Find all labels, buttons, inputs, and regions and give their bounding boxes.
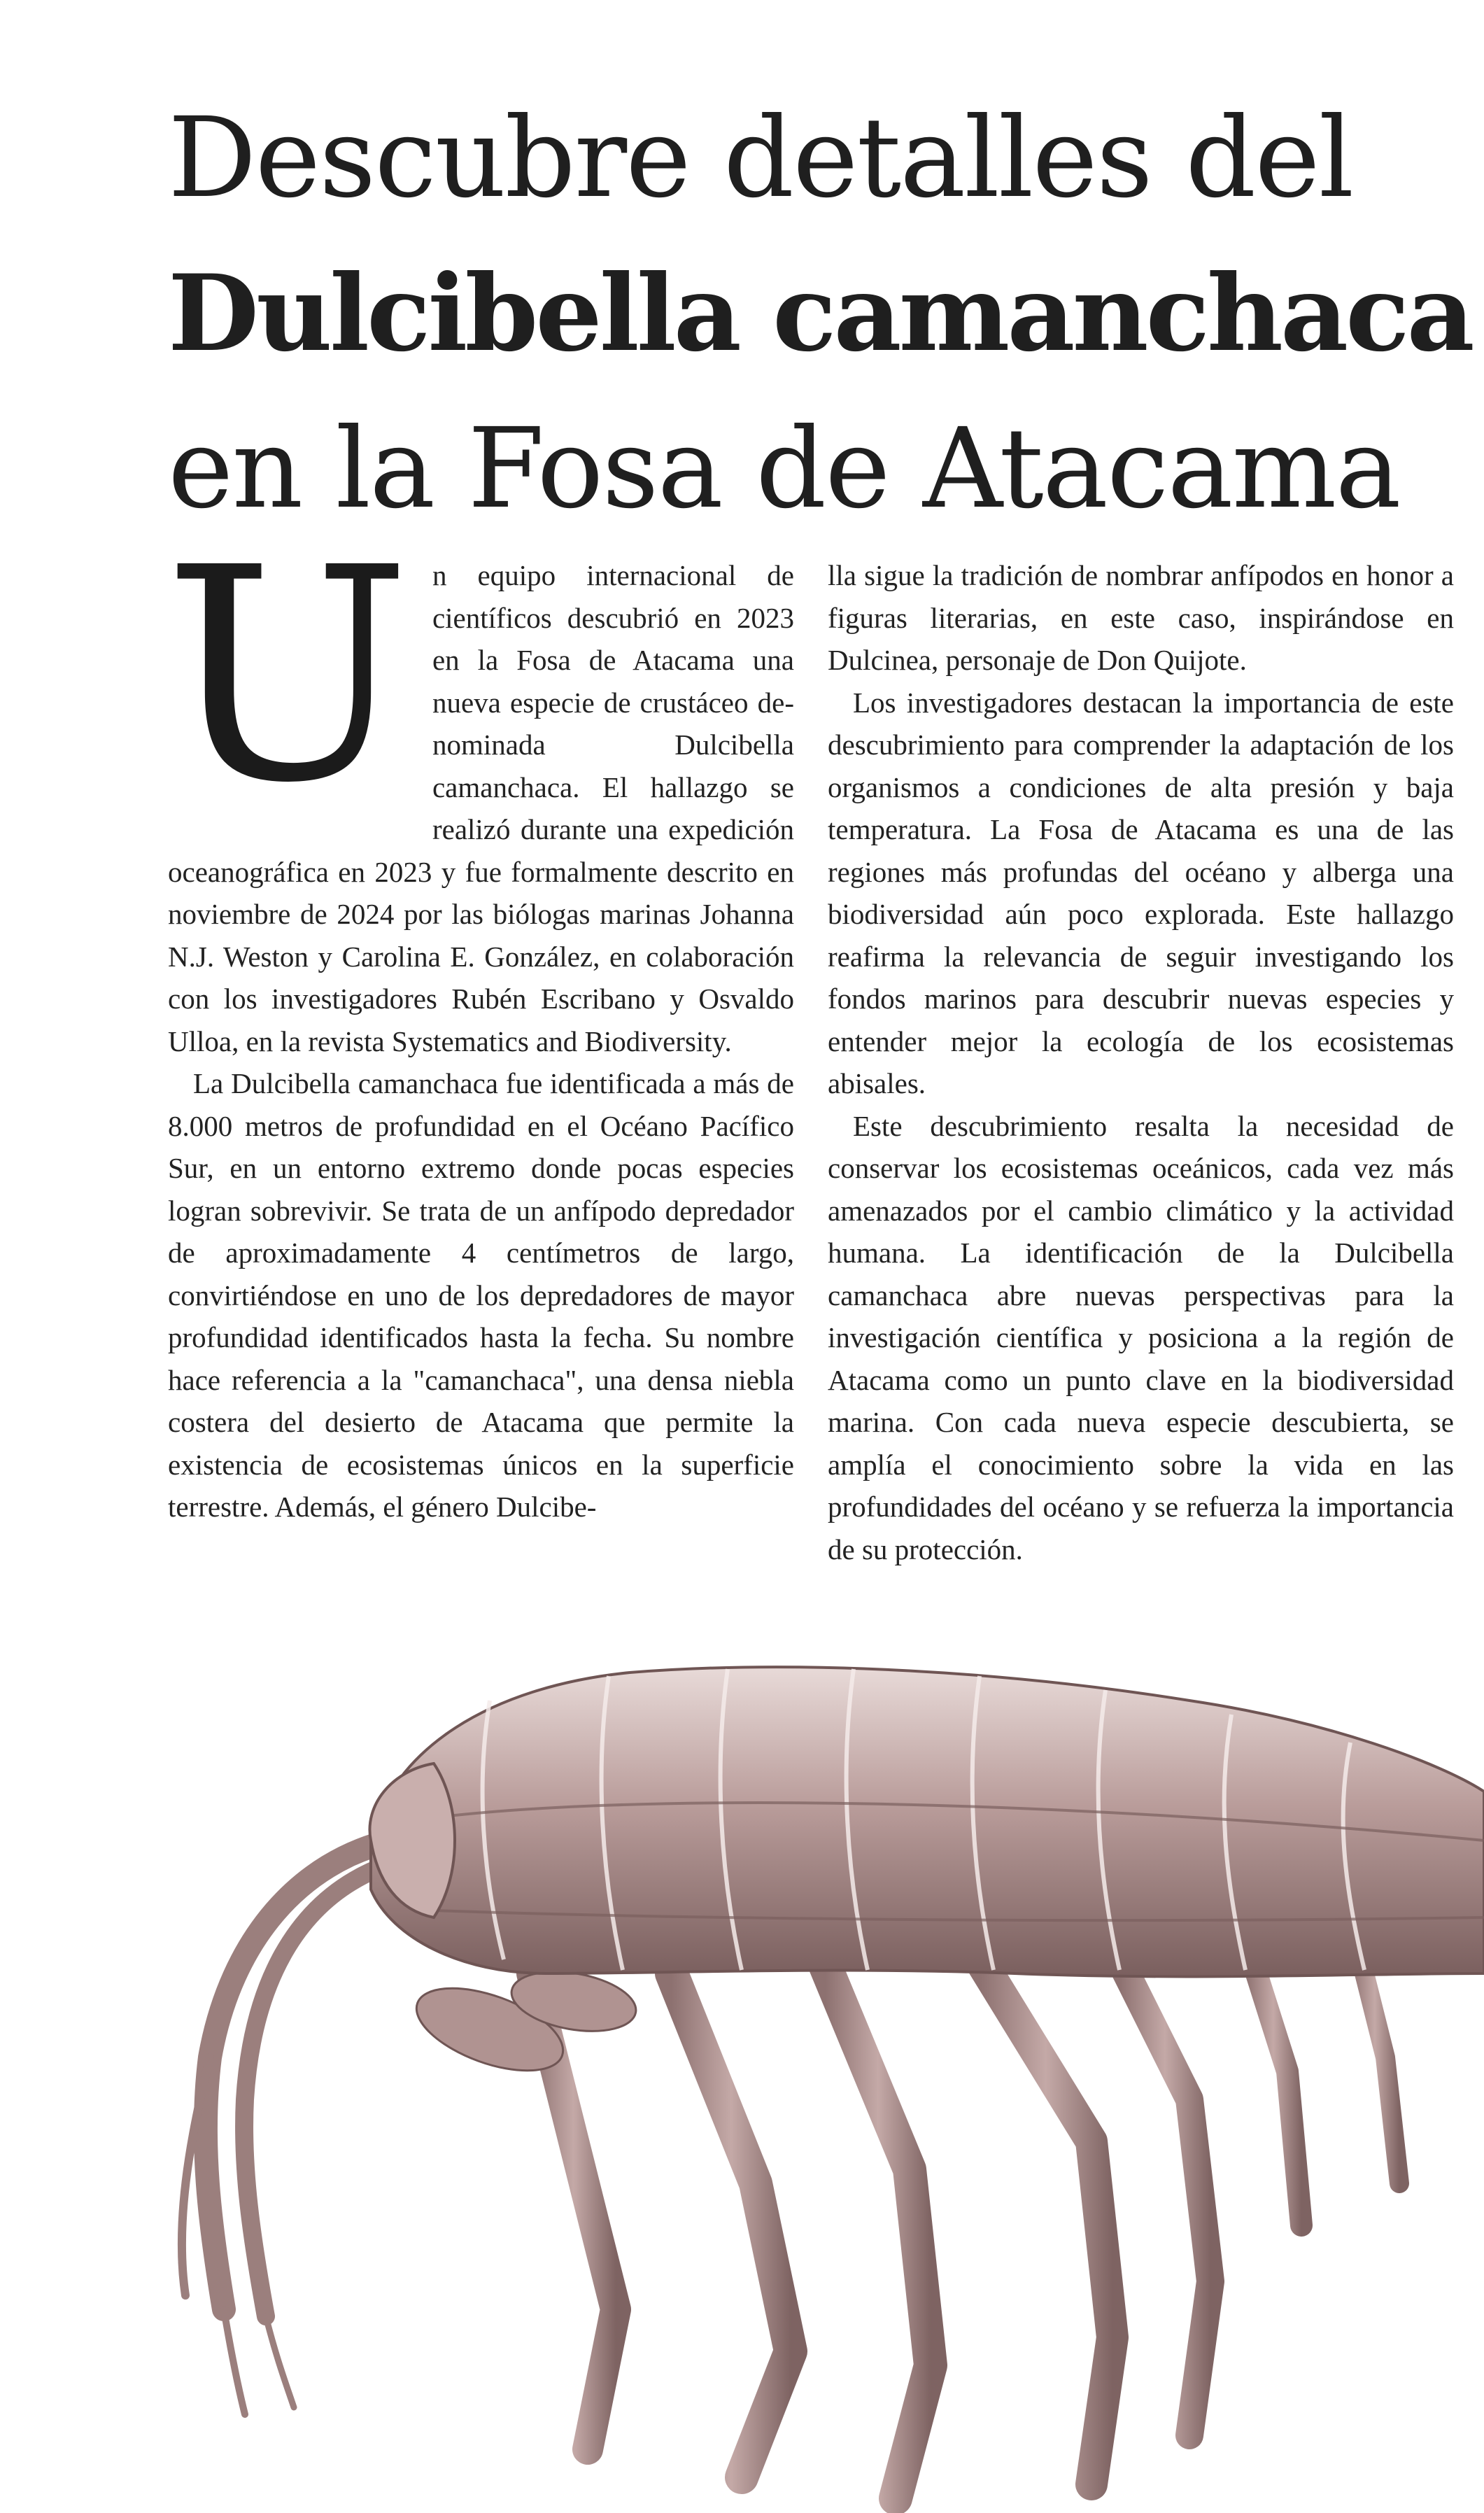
article-column-left	[164, 505, 794, 1528]
headline	[168, 80, 1472, 547]
headline-line-2: Dulcibella camanchaca	[168, 252, 1472, 375]
amphipod-illustration	[0, 1610, 1484, 2513]
article-paragraph-2: La Dulcibella camanchaca fue identificada a más de 8.000 metros de profundidad en el Océano Pacífico Sur, en un entorno extremo donde pocas especies logran sobrevivir. Se trata de un anfípodo depredador de aproximadamente 4 centímetros de largo, convirtiéndose en uno de los depredadores de mayor profundidad identificados hasta la fecha. Su nombre hace referencia a la "camanchaca", una densa niebla costera del desierto de Atacama que permite la existencia de ecosistemas únicos en la superficie terrestre. Además, el género Dulcibe-	[168, 1067, 794, 1523]
article-paragraph-1-text: n equipo internacional de científicos descubrió en 2023 en la Fosa de Atacama una nueva especie de crustáceo denominada Dulcibella camanchaca. El hallazgo se realizó durante una expedición oceanográfica en 2023 y fue formalmente descrito en noviembre de 2024 por las biólogas marinas Johanna N.J. Weston y Carolina E. González, en colaboración con los investigadores Rubén Escribano y Osvaldo Ulloa, en la revista Systematics and Biodiversity.	[168, 559, 794, 1057]
legs	[532, 1917, 1399, 2498]
article-paragraph-2-continued: lla sigue la tradición de nombrar anfípodos en honor a figuras literarias, en este caso, inspirándose en Dulcinea, personaje de Don Quijote.	[828, 559, 1454, 676]
headline-line-1: Descubre detalles del	[168, 94, 1353, 223]
article-paragraph-1	[164, 505, 794, 1062]
amphipod-body	[369, 1667, 1484, 1976]
gnathopods	[406, 1963, 640, 2088]
article-paragraph-4: Este descubrimiento resalta la necesidad de conservar los ecosistemas oceánicos, cada vez más amenazados por el cambio climático y la actividad humana. La identificación de la Dulcibella camanchaca abre nuevas perspectivas para la investigación científica y posiciona a la región de Atacama como un punto clave en la biodiversidad marina. Con cada nueva especie descubierta, se amplía el conocimiento sobre la vida en las profundidades del océano y se refuerza la importancia de su protección.	[828, 1109, 1454, 1565]
drop-cap: U	[164, 505, 411, 847]
article-column-right	[828, 554, 1454, 1570]
antennae	[182, 1840, 392, 2414]
headline-line-3: en la Fosa de Atacama	[168, 404, 1400, 533]
article-paragraph-3: Los investigadores destacan la importancia de este descubrimiento para comprender la adaptación de los organismos a condiciones de alta presión y baja temperatura. La Fosa de Atacama es una de las regiones más profundas del océano y alberga una biodiversidad aún poco explorada. Este hallazgo reafirma la relevancia de seguir investigando los fondos marinos para descubrir nuevas especies y entender mejor la ecología de los ecosistemas abisales.	[828, 686, 1454, 1099]
